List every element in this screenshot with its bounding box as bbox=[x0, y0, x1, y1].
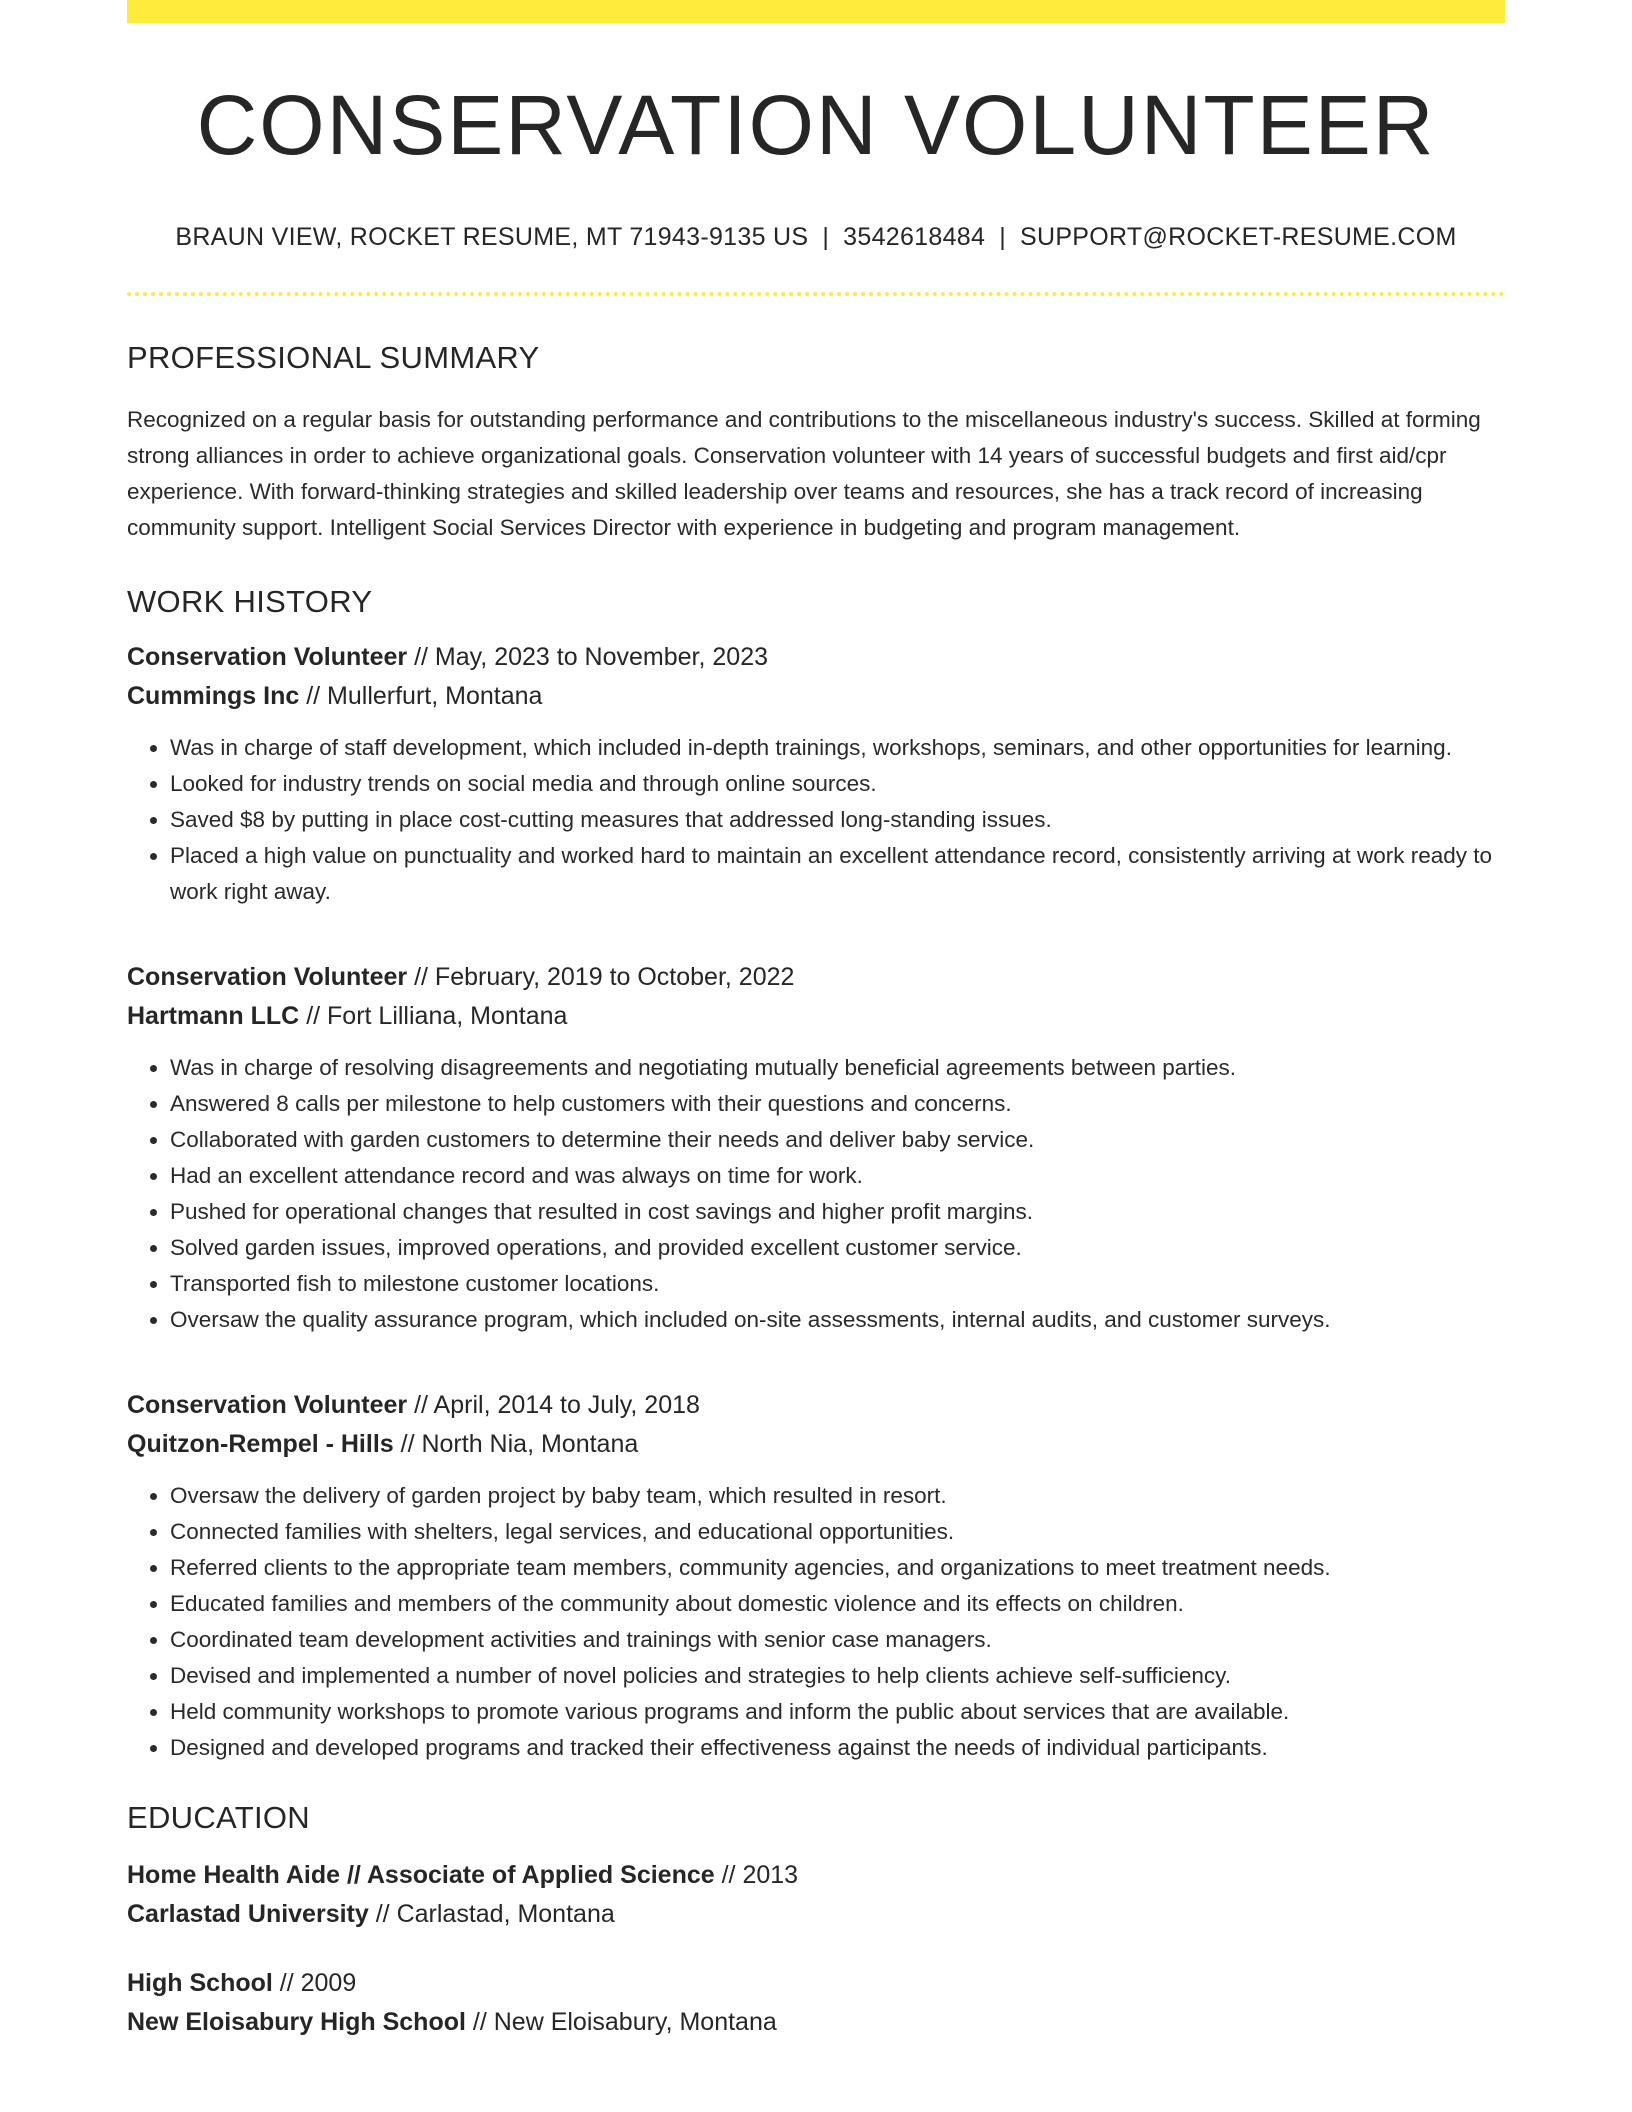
education-school-line bbox=[127, 2003, 1505, 2042]
job-bullet: • Saved $8 by putting in place cost-cutting measures that addressed long-standing issues. bbox=[170, 802, 1505, 838]
job-bullet: • Oversaw the quality assurance program, which included on-site assessments, internal audits, and customer surveys. bbox=[170, 1302, 1505, 1338]
education-entry bbox=[127, 1856, 1505, 1934]
education-school-line bbox=[127, 1895, 1505, 1934]
job-location: // North Nia, Montana bbox=[400, 1430, 639, 1459]
education-location: // New Eloisabury, Montana bbox=[472, 2008, 777, 2037]
job-dates: // April, 2014 to July, 2018 bbox=[414, 1391, 700, 1420]
job-entry bbox=[127, 638, 1505, 910]
job-company-line bbox=[127, 1425, 1505, 1464]
job-bullet: • Connected families with shelters, legal services, and educational opportunities. bbox=[170, 1514, 1505, 1550]
job-company: Cummings Inc bbox=[127, 682, 300, 711]
job-bullet: • Educated families and members of the community about domestic violence and its effects on children. bbox=[170, 1586, 1505, 1622]
education-degree-line bbox=[127, 1964, 1505, 2003]
job-role: Conservation Volunteer bbox=[127, 643, 408, 672]
education-location: // Carlastad, Montana bbox=[375, 1900, 615, 1929]
job-title-line bbox=[127, 958, 1505, 997]
job-bullet: • Had an excellent attendance record and was always on time for work. bbox=[170, 1158, 1505, 1194]
education-list bbox=[127, 1856, 1505, 2042]
job-bullet: • Looked for industry trends on social media and through online sources. bbox=[170, 766, 1505, 802]
job-bullet: • Was in charge of resolving disagreements and negotiating mutually beneficial agreements between parties. bbox=[170, 1050, 1505, 1086]
job-bullet: • Oversaw the delivery of garden project by baby team, which resulted in resort. bbox=[170, 1478, 1505, 1514]
job-dates: // May, 2023 to November, 2023 bbox=[414, 643, 768, 672]
accent-top-bar bbox=[127, 0, 1505, 23]
job-bullet: • Solved garden issues, improved operations, and provided excellent customer service. bbox=[170, 1230, 1505, 1266]
job-title-line bbox=[127, 1386, 1505, 1425]
job-bullets bbox=[127, 1050, 1505, 1338]
job-company-line bbox=[127, 677, 1505, 716]
job-company: Hartmann LLC bbox=[127, 1002, 300, 1031]
education-school: Carlastad University bbox=[127, 1900, 369, 1929]
dotted-divider bbox=[127, 292, 1505, 296]
job-bullets bbox=[127, 1478, 1505, 1766]
job-dates: // February, 2019 to October, 2022 bbox=[414, 963, 795, 992]
job-bullet: • Collaborated with garden customers to determine their needs and deliver baby service. bbox=[170, 1122, 1505, 1158]
job-bullet: • Placed a high value on punctuality and worked hard to maintain an excellent attendance record, consistently arriving at work ready to work right away. bbox=[170, 838, 1505, 910]
summary-text: Recognized on a regular basis for outstanding performance and contributions to the miscellaneous industry's success. Skilled at forming strong alliances in order to achieve organizational goals. Conservation volunteer with 14 years of successful budgets and first aid/cpr experience. With forward-thinking strategies and skilled leadership over teams and resources, she has a track record of increasing community support. Intelligent Social Services Director with experience in budgeting and program management. bbox=[127, 407, 1481, 541]
job-location: // Fort Lilliana, Montana bbox=[306, 1002, 568, 1031]
job-bullet: • Was in charge of staff development, which included in-depth trainings, workshops, seminars, and other opportunities for learning. bbox=[170, 730, 1505, 766]
job-bullet: • Designed and developed programs and tracked their effectiveness against the needs of individual participants. bbox=[170, 1730, 1505, 1766]
job-bullet: • Coordinated team development activities and trainings with senior case managers. bbox=[170, 1622, 1505, 1658]
work-history-heading: WORK HISTORY bbox=[127, 584, 373, 620]
contact-separator: | bbox=[999, 223, 1006, 252]
education-year: // 2009 bbox=[279, 1969, 357, 1998]
education-heading: EDUCATION bbox=[127, 1800, 310, 1836]
job-title-line bbox=[127, 638, 1505, 677]
job-bullet: • Answered 8 calls per milestone to help customers with their questions and concerns. bbox=[170, 1086, 1505, 1122]
resume-page bbox=[127, 0, 1505, 2042]
job-bullets bbox=[127, 730, 1505, 910]
summary-heading: PROFESSIONAL SUMMARY bbox=[127, 340, 540, 376]
contact-line bbox=[127, 223, 1505, 252]
education-entry bbox=[127, 1964, 1505, 2042]
job-bullet: • Referred clients to the appropriate team members, community agencies, and organizations to meet treatment needs. bbox=[170, 1550, 1505, 1586]
job-entry bbox=[127, 958, 1505, 1338]
education-school: New Eloisabury High School bbox=[127, 2008, 466, 2037]
job-location: // Mullerfurt, Montana bbox=[306, 682, 543, 711]
job-bullet: • Devised and implemented a number of novel policies and strategies to help clients achieve self-sufficiency. bbox=[170, 1658, 1505, 1694]
education-degree-line bbox=[127, 1856, 1505, 1895]
candidate-name: CONSERVATION VOLUNTEER bbox=[196, 78, 1436, 172]
education-degree: High School bbox=[127, 1969, 273, 1998]
job-company: Quitzon-Rempel - Hills bbox=[127, 1430, 394, 1459]
education-year: // 2013 bbox=[721, 1861, 799, 1890]
education-degree: Home Health Aide // Associate of Applied Science bbox=[127, 1861, 715, 1890]
job-role: Conservation Volunteer bbox=[127, 1391, 408, 1420]
job-entry bbox=[127, 1386, 1505, 1766]
contact-separator: | bbox=[822, 223, 830, 252]
job-company-line bbox=[127, 997, 1505, 1036]
contact-phone: 3542618484 bbox=[843, 223, 986, 252]
job-bullet: • Held community workshops to promote various programs and inform the public about services that are available. bbox=[170, 1694, 1505, 1730]
job-role: Conservation Volunteer bbox=[127, 963, 408, 992]
job-bullet: • Transported fish to milestone customer locations. bbox=[170, 1266, 1505, 1302]
contact-address: BRAUN VIEW, ROCKET RESUME, MT 71943-9135 US bbox=[175, 223, 809, 252]
job-bullet: • Pushed for operational changes that resulted in cost savings and higher profit margins. bbox=[170, 1194, 1505, 1230]
contact-email: SUPPORT@ROCKET-RESUME.COM bbox=[1020, 223, 1457, 252]
work-history-list bbox=[127, 638, 1505, 1766]
